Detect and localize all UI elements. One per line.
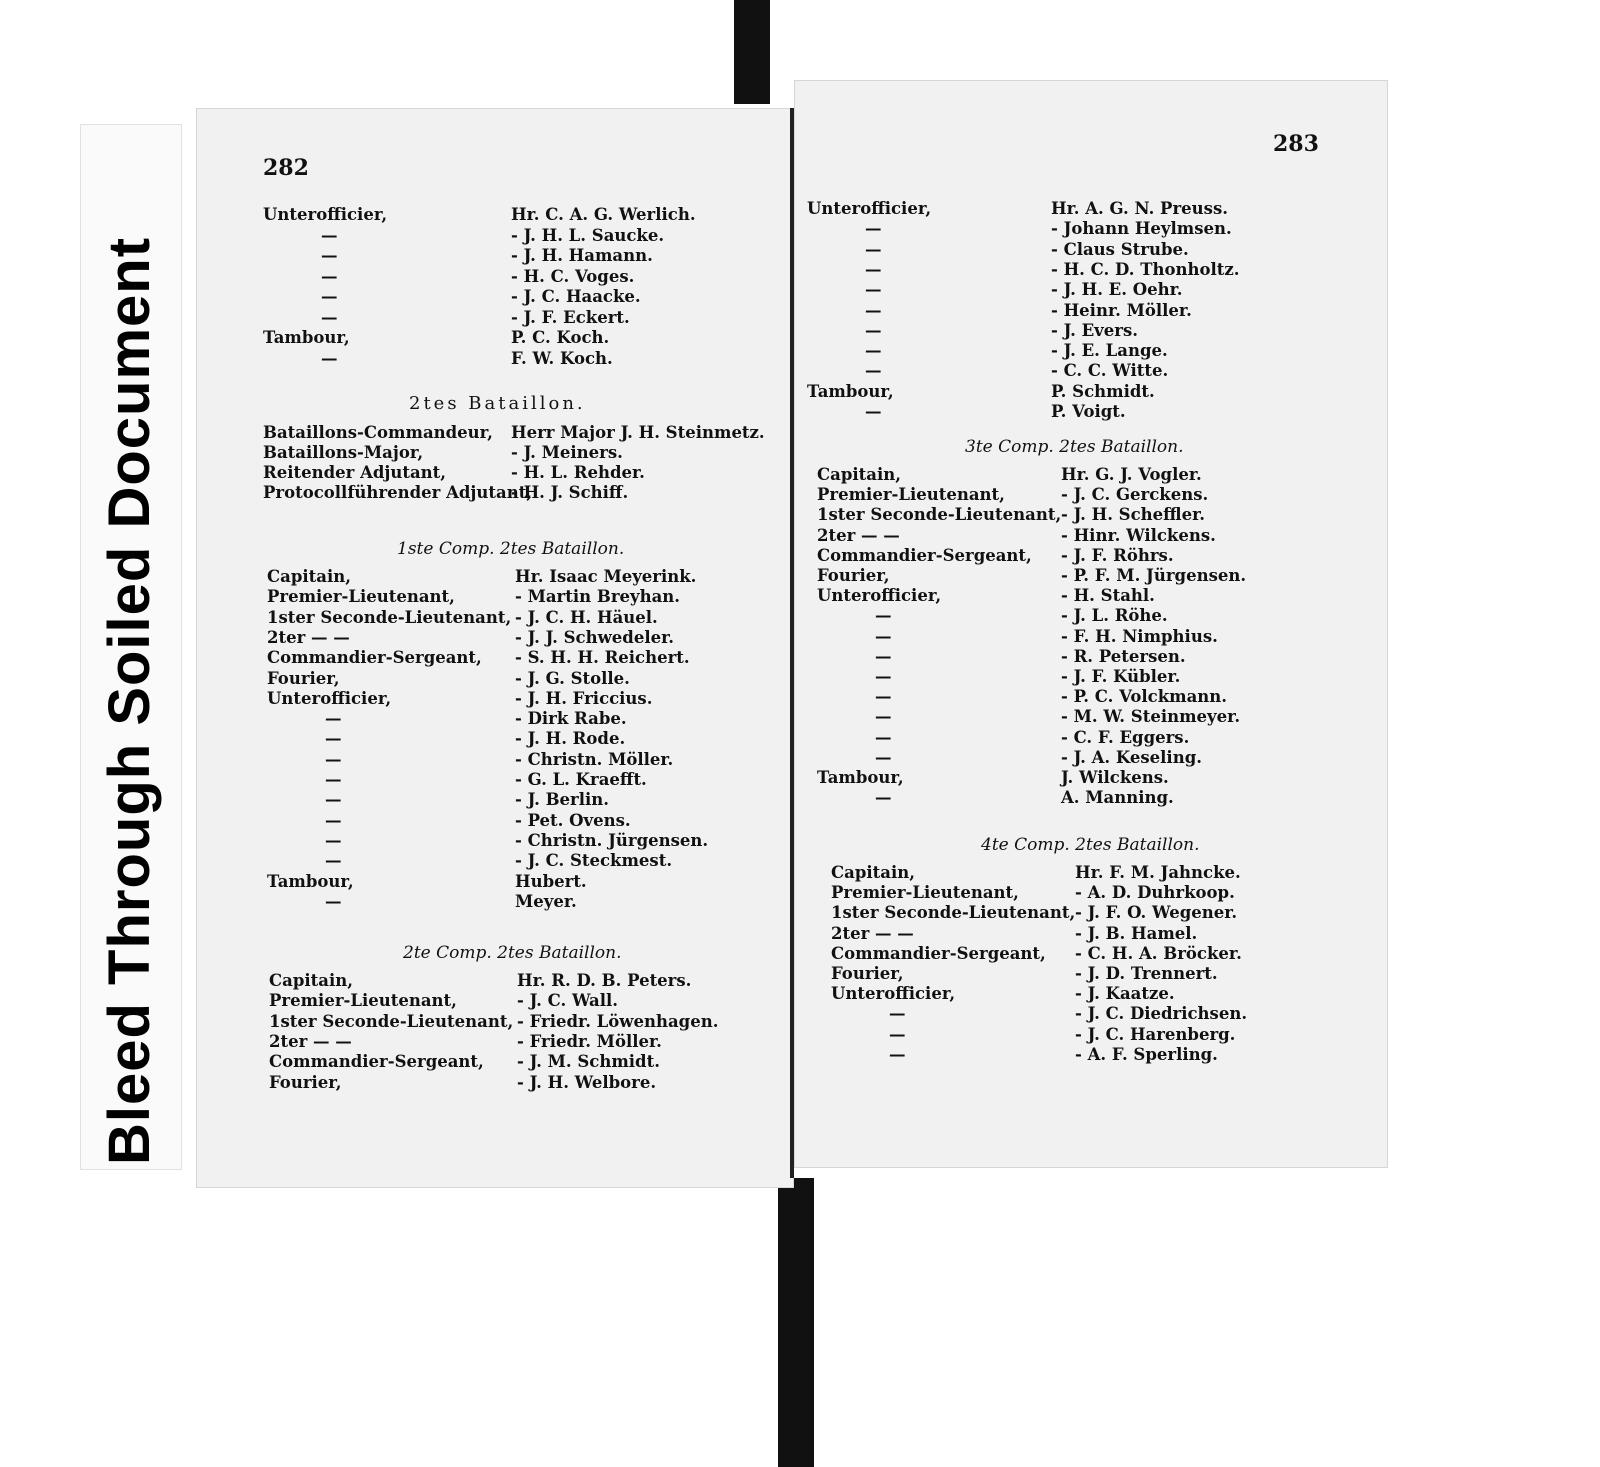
- person-name: - J. F. Kübler.: [1061, 667, 1181, 686]
- person-name: - J. C. Gerckens.: [1061, 485, 1209, 505]
- rank-label: Premier-Lieutenant,: [817, 485, 1005, 505]
- person-name: - J. F. Eckert.: [511, 307, 630, 327]
- rank-label: Premier-Lieutenant,: [831, 883, 1019, 903]
- person-name: Herr Major J. H. Steinmetz.: [511, 423, 765, 442]
- rank-label: —: [865, 361, 882, 381]
- section-heading: 1ste Comp. 2tes Bataillon.: [397, 539, 625, 559]
- rank-label: —: [865, 219, 882, 239]
- person-name: - S. H. H. Reichert.: [515, 648, 690, 668]
- rank-label: Commandier-Sergeant,: [831, 943, 1046, 963]
- person-name: - Friedr. Möller.: [517, 1031, 662, 1051]
- binding-strip-top: [734, 0, 770, 104]
- person-name: Hubert.: [515, 871, 587, 891]
- rank-label: —: [875, 727, 892, 747]
- person-name: - J. J. Schwedeler.: [515, 627, 675, 647]
- person-name: - Christn. Möller.: [515, 749, 674, 769]
- rank-label: —: [321, 287, 338, 306]
- section-heading: 2te Comp. 2tes Bataillon.: [403, 943, 622, 963]
- person-name: - F. H. Nimphius.: [1061, 626, 1218, 646]
- rank-label: Protocollführender Adjutant,: [263, 483, 533, 502]
- person-name: - Dirk Rabe.: [515, 709, 627, 729]
- rank-label: Commandier-Sergeant,: [817, 545, 1032, 565]
- person-name: - G. L. Kraefft.: [515, 770, 647, 789]
- rank-label: Fourier,: [817, 566, 890, 585]
- person-name: - J. C. Wall.: [517, 991, 619, 1011]
- person-name: - J. H. Friccius.: [515, 688, 653, 708]
- rank-label: 1ster Seconde-Lieutenant,: [817, 505, 1062, 525]
- person-name: - A. D. Duhrkoop.: [1075, 883, 1235, 903]
- rank-label: —: [321, 307, 338, 327]
- person-name: - Claus Strube.: [1051, 239, 1189, 259]
- rank-label: —: [875, 667, 892, 686]
- person-name: - J. F. O. Wegener.: [1075, 903, 1238, 923]
- rank-label: —: [889, 1044, 906, 1064]
- rank-label: —: [321, 225, 338, 245]
- rank-label: Bataillons-Major,: [263, 443, 424, 462]
- person-name: - A. F. Sperling.: [1075, 1044, 1218, 1064]
- person-name: - C. C. Witte.: [1051, 361, 1169, 381]
- person-name: J. Wilckens.: [1061, 768, 1169, 787]
- rank-label: —: [325, 851, 342, 871]
- person-name: - J. G. Stolle.: [515, 668, 630, 688]
- person-name: - J. B. Hamel.: [1075, 923, 1198, 943]
- rank-label: 2ter — —: [817, 525, 900, 545]
- section-heading: 2tes Bataillon.: [409, 393, 586, 414]
- person-name: - J. C. Steckmest.: [515, 851, 673, 871]
- person-name: - H. C. D. Thonholtz.: [1051, 259, 1240, 279]
- person-name: - P. F. M. Jürgensen.: [1061, 566, 1247, 585]
- rank-label: Capitain,: [267, 567, 351, 586]
- rank-label: —: [325, 830, 342, 850]
- person-name: - R. Petersen.: [1061, 646, 1186, 666]
- left-page: [196, 108, 794, 1188]
- rank-label: —: [321, 348, 338, 368]
- person-name: Hr. G. J. Vogler.: [1061, 465, 1202, 484]
- person-name: Hr. R. D. B. Peters.: [517, 971, 692, 990]
- person-name: - Friedr. Löwenhagen.: [517, 1011, 719, 1031]
- rank-label: —: [865, 341, 882, 361]
- rank-label: 2ter — —: [267, 627, 350, 647]
- person-name: - J. C. H. Häuel.: [515, 607, 658, 627]
- person-name: Hr. C. A. G. Werlich.: [511, 205, 696, 224]
- person-name: - C. H. A. Bröcker.: [1075, 943, 1242, 963]
- rank-label: Fourier,: [269, 1072, 342, 1092]
- person-name: - Martin Breyhan.: [515, 587, 681, 607]
- rank-label: —: [875, 626, 892, 646]
- rank-label: —: [325, 709, 342, 729]
- rank-label: Bataillons-Commandeur,: [263, 423, 493, 442]
- person-name: - J. Kaatze.: [1075, 984, 1175, 1004]
- rank-label: —: [875, 687, 892, 707]
- person-name: Hr. Isaac Meyerink.: [515, 567, 697, 586]
- rank-label: —: [325, 770, 342, 789]
- person-name: - J. D. Trennert.: [1075, 964, 1218, 983]
- person-name: - Pet. Ovens.: [515, 810, 631, 830]
- rank-label: —: [325, 749, 342, 769]
- person-name: P. C. Koch.: [511, 328, 610, 347]
- person-name: - J. H. Hamann.: [511, 246, 653, 265]
- rank-label: —: [865, 320, 882, 340]
- rank-label: 2ter — —: [269, 1031, 352, 1051]
- rank-label: —: [321, 266, 338, 286]
- rank-label: —: [875, 747, 892, 767]
- rank-label: Tambour,: [267, 871, 354, 891]
- rank-label: 2ter — —: [831, 923, 914, 943]
- person-name: - J. F. Röhrs.: [1061, 545, 1174, 565]
- person-name: - J. A. Keseling.: [1061, 747, 1202, 767]
- rank-label: —: [321, 246, 338, 265]
- person-name: - J. H. Rode.: [515, 729, 626, 749]
- person-name: - J. E. Lange.: [1051, 341, 1168, 361]
- rank-label: —: [889, 1024, 906, 1044]
- rank-label: Capitain,: [817, 465, 901, 484]
- person-name: - C. F. Eggers.: [1061, 727, 1190, 747]
- rank-label: 1ster Seconde-Lieutenant,: [269, 1011, 514, 1031]
- person-name: P. Schmidt.: [1051, 381, 1155, 401]
- rank-label: —: [865, 300, 882, 320]
- rank-label: —: [865, 280, 882, 300]
- rank-label: Premier-Lieutenant,: [267, 587, 455, 607]
- person-name: - H. J. Schiff.: [511, 483, 629, 502]
- rank-label: —: [325, 790, 342, 810]
- rank-label: Premier-Lieutenant,: [269, 991, 457, 1011]
- person-name: - J. C. Diedrichsen.: [1075, 1004, 1248, 1024]
- rank-label: —: [865, 239, 882, 259]
- person-name: - J. H. Scheffler.: [1061, 505, 1205, 525]
- person-name: - Heinr. Möller.: [1051, 300, 1192, 320]
- person-name: - J. M. Schmidt.: [517, 1052, 660, 1072]
- rank-label: —: [875, 788, 892, 808]
- person-name: - H. Stahl.: [1061, 586, 1155, 606]
- rank-label: —: [875, 707, 892, 727]
- person-name: - Hinr. Wilckens.: [1061, 525, 1216, 545]
- rank-label: Unterofficier,: [817, 586, 942, 606]
- person-name: - J. H. Welbore.: [517, 1072, 657, 1092]
- right-page: [794, 80, 1388, 1168]
- person-name: F. W. Koch.: [511, 348, 613, 368]
- side-label-text: Bleed Through Soiled Document: [97, 236, 162, 1165]
- rank-label: Commandier-Sergeant,: [269, 1052, 484, 1072]
- person-name: - P. C. Volckmann.: [1061, 687, 1228, 707]
- rank-label: —: [325, 810, 342, 830]
- person-name: Hr. F. M. Jahncke.: [1075, 863, 1241, 882]
- rank-label: —: [865, 259, 882, 279]
- person-name: - J. L. Röhe.: [1061, 606, 1168, 626]
- person-name: - H. C. Voges.: [511, 266, 635, 286]
- person-name: - J. Evers.: [1051, 320, 1138, 340]
- page-number: 283: [1273, 131, 1319, 157]
- rank-label: —: [889, 1004, 906, 1024]
- person-name: - M. W. Steinmeyer.: [1061, 707, 1241, 727]
- rank-label: Capitain,: [269, 971, 353, 990]
- rank-label: Commandier-Sergeant,: [267, 648, 482, 668]
- person-name: - Johann Heylmsen.: [1051, 219, 1232, 239]
- page-number: 282: [263, 155, 309, 181]
- rank-label: Unterofficier,: [807, 199, 932, 218]
- rank-label: —: [325, 891, 342, 911]
- person-name: - J. Berlin.: [515, 790, 610, 810]
- person-name: - Christn. Jürgensen.: [515, 830, 709, 850]
- person-name: - H. L. Rehder.: [511, 463, 645, 482]
- person-name: - J. Meiners.: [511, 443, 623, 462]
- rank-label: 1ster Seconde-Lieutenant,: [267, 607, 512, 627]
- person-name: - J. C. Haacke.: [511, 287, 641, 306]
- rank-label: Tambour,: [807, 381, 894, 401]
- rank-label: —: [325, 729, 342, 749]
- person-name: A. Manning.: [1061, 788, 1174, 808]
- person-name: - J. H. E. Oehr.: [1051, 280, 1183, 300]
- rank-label: Unterofficier,: [263, 205, 388, 224]
- rank-label: Fourier,: [831, 964, 904, 983]
- rank-label: —: [875, 646, 892, 666]
- person-name: - J. H. L. Saucke.: [511, 225, 665, 245]
- rank-label: Unterofficier,: [831, 984, 956, 1004]
- rank-label: —: [865, 402, 882, 421]
- person-name: P. Voigt.: [1051, 402, 1126, 421]
- rank-label: Unterofficier,: [267, 688, 392, 708]
- rank-label: 1ster Seconde-Lieutenant,: [831, 903, 1076, 923]
- rank-label: Reitender Adjutant,: [263, 463, 447, 482]
- person-name: Hr. A. G. N. Preuss.: [1051, 199, 1228, 218]
- section-heading: 4te Comp. 2tes Bataillon.: [981, 835, 1200, 855]
- person-name: - J. C. Harenberg.: [1075, 1024, 1236, 1044]
- rank-label: Fourier,: [267, 668, 340, 688]
- rank-label: Tambour,: [817, 768, 904, 787]
- rank-label: Capitain,: [831, 863, 915, 882]
- rank-label: —: [875, 606, 892, 626]
- binding-strip-bottom: [778, 1178, 814, 1467]
- section-heading: 3te Comp. 2tes Bataillon.: [965, 437, 1184, 457]
- rank-label: Tambour,: [263, 328, 350, 347]
- person-name: Meyer.: [515, 891, 577, 911]
